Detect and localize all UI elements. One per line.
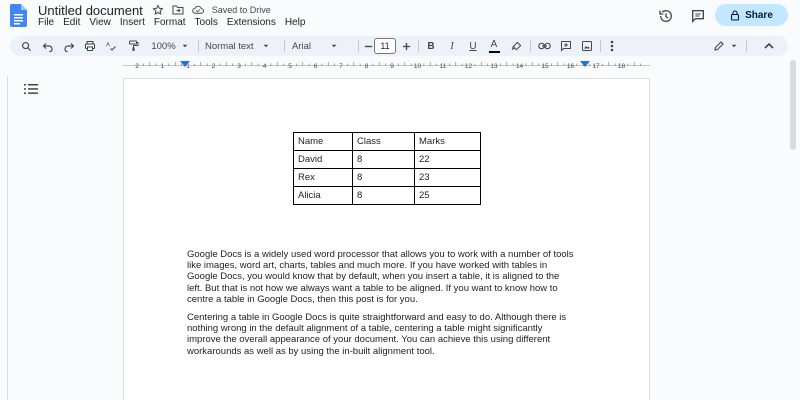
italic-icon[interactable]: I bbox=[450, 40, 454, 52]
ruler-number: 2 bbox=[135, 63, 139, 70]
insert-image-icon[interactable] bbox=[579, 38, 595, 54]
ruler-number: 4 bbox=[262, 63, 267, 70]
ruler-number: 12 bbox=[464, 63, 473, 70]
menu-insert[interactable]: Insert bbox=[119, 17, 145, 28]
zoom-value: 100% bbox=[151, 40, 176, 52]
table-cell[interactable]: 22 bbox=[415, 151, 481, 169]
table-row bbox=[294, 133, 481, 151]
ruler-number: 15 bbox=[541, 63, 549, 70]
share-button[interactable] bbox=[715, 4, 788, 26]
table-cell[interactable]: 23 bbox=[415, 169, 481, 187]
font-value: Arial bbox=[292, 40, 312, 52]
toolbar-divider bbox=[418, 40, 419, 52]
save-status: Saved to Drive bbox=[211, 5, 271, 15]
body-paragraph-1[interactable] bbox=[187, 249, 587, 305]
paint-format-icon[interactable] bbox=[125, 38, 141, 54]
ruler-number: 10 bbox=[413, 63, 422, 70]
table-cell[interactable]: 25 bbox=[415, 187, 481, 205]
ruler-number: 7 bbox=[339, 63, 343, 70]
ruler-number: 5 bbox=[288, 63, 292, 70]
title-row bbox=[38, 2, 271, 18]
text-line: improve the overall appearance of your document. You can achieve this using different bbox=[187, 334, 551, 346]
table-cell[interactable]: Rex bbox=[294, 169, 353, 187]
menu-edit[interactable]: Edit bbox=[63, 17, 81, 28]
data-table[interactable] bbox=[293, 132, 481, 205]
cloud-saved-icon[interactable] bbox=[192, 4, 204, 16]
horizontal-ruler[interactable] bbox=[123, 60, 650, 70]
toolbar bbox=[10, 36, 788, 56]
toolbar-divider bbox=[530, 40, 531, 52]
font-select[interactable] bbox=[292, 38, 354, 54]
ruler-number: 8 bbox=[364, 63, 369, 70]
text-line: Google Docs is a widely used word processor that allows you to work with a number of tools bbox=[187, 249, 574, 260]
text-line: left. But that is not how we always want a table to be aligned. If you want to know how to bbox=[187, 282, 558, 294]
table-row bbox=[294, 187, 481, 205]
comments-icon[interactable] bbox=[689, 7, 707, 25]
right-indent-marker-icon[interactable] bbox=[580, 61, 590, 69]
table-cell[interactable]: 8 bbox=[353, 169, 415, 187]
menu-extensions[interactable]: Extensions bbox=[226, 17, 276, 28]
table-cell[interactable]: 8 bbox=[353, 151, 415, 169]
document-outline-icon[interactable] bbox=[24, 83, 38, 95]
add-comment-icon[interactable] bbox=[558, 38, 574, 54]
editing-mode-select[interactable] bbox=[710, 38, 740, 54]
menu-format[interactable]: Format bbox=[153, 17, 186, 28]
text-color-icon[interactable]: A bbox=[487, 38, 501, 54]
text-line: Google Docs, you would know that by default, when you insert a table, it is aligned to the bbox=[187, 271, 560, 283]
table-row bbox=[294, 151, 481, 169]
pencil-icon bbox=[713, 40, 725, 52]
version-history-icon[interactable] bbox=[657, 7, 675, 25]
vertical-scrollbar[interactable] bbox=[790, 60, 796, 150]
underline-icon[interactable]: U bbox=[469, 40, 477, 52]
move-folder-icon[interactable] bbox=[172, 4, 184, 16]
docs-logo-icon[interactable] bbox=[10, 4, 27, 27]
table-cell[interactable]: Alicia bbox=[294, 187, 353, 205]
highlight-color-icon[interactable] bbox=[509, 38, 523, 54]
ruler-number: 14 bbox=[515, 63, 524, 70]
app-header bbox=[0, 0, 800, 34]
table-cell[interactable]: Marks bbox=[415, 133, 481, 151]
hide-menus-icon[interactable] bbox=[762, 38, 776, 54]
ruler-number: 13 bbox=[490, 63, 498, 70]
zoom-select[interactable] bbox=[148, 38, 192, 54]
table-row bbox=[294, 169, 481, 187]
undo-icon[interactable] bbox=[40, 38, 56, 54]
text-line: centre a table in Google Docs, then this post is for you. bbox=[187, 293, 418, 305]
menu-help[interactable]: Help bbox=[284, 17, 306, 28]
ruler-number: 16 bbox=[566, 63, 575, 70]
ruler-number: 18 bbox=[617, 63, 626, 70]
ruler-number: 6 bbox=[313, 63, 318, 70]
toolbar-divider bbox=[358, 40, 359, 52]
insert-link-icon[interactable] bbox=[536, 38, 552, 54]
style-value: Normal text bbox=[205, 40, 254, 52]
ruler-number: 9 bbox=[390, 63, 394, 70]
text-line: nothing wrong in the default alignment of a table, centering a table might significantly bbox=[187, 323, 543, 335]
text-line: like images, word art, charts, tables and much more. If you have worked with tables in bbox=[187, 260, 548, 272]
left-indent-marker-icon[interactable] bbox=[180, 61, 190, 69]
menu-tools[interactable]: Tools bbox=[194, 17, 218, 28]
toolbar-divider bbox=[600, 40, 601, 52]
text-line: Centering a table in Google Docs is quite straightforward and easy to do. Although there is bbox=[187, 312, 567, 323]
body-paragraph-2[interactable] bbox=[187, 312, 587, 357]
chevron-down-icon bbox=[181, 42, 189, 50]
redo-icon[interactable] bbox=[61, 38, 77, 54]
text-line: workarounds as well as by using the in-built alignment tool. bbox=[187, 345, 435, 357]
chevron-down-icon bbox=[262, 42, 270, 50]
menu-bar bbox=[38, 17, 314, 28]
ruler-scale bbox=[123, 59, 650, 71]
document-title[interactable]: Untitled document bbox=[38, 2, 143, 18]
ruler-number: 11 bbox=[439, 63, 447, 70]
table-cell[interactable]: Name bbox=[294, 133, 353, 151]
print-icon[interactable] bbox=[82, 38, 98, 54]
table-cell[interactable]: Class bbox=[353, 133, 415, 151]
menu-file[interactable]: File bbox=[38, 17, 55, 28]
table-cell[interactable]: 8 bbox=[353, 187, 415, 205]
chevron-down-icon bbox=[730, 42, 738, 50]
ruler-number: 1 bbox=[160, 63, 165, 70]
lock-icon bbox=[730, 10, 740, 21]
paragraph-style-select[interactable] bbox=[205, 38, 281, 54]
bold-icon[interactable]: B bbox=[427, 40, 435, 52]
vertical-ruler[interactable] bbox=[0, 76, 8, 400]
document-page[interactable] bbox=[123, 78, 650, 400]
increase-font-size-icon[interactable] bbox=[400, 38, 412, 54]
font-size-input[interactable]: 11 bbox=[374, 38, 396, 54]
ruler-number: 2 bbox=[211, 63, 216, 70]
ruler-number: 3 bbox=[237, 63, 241, 70]
toolbar-divider bbox=[746, 40, 747, 52]
menu-view[interactable]: View bbox=[89, 17, 111, 28]
ruler-number: 1 bbox=[186, 63, 190, 70]
ruler-number: 17 bbox=[592, 63, 600, 70]
star-icon[interactable] bbox=[152, 4, 164, 16]
decrease-font-size-icon[interactable] bbox=[362, 38, 374, 54]
search-menus-icon[interactable] bbox=[18, 38, 34, 54]
share-label: Share bbox=[745, 9, 773, 21]
table-cell[interactable]: David bbox=[294, 151, 353, 169]
toolbar-divider bbox=[284, 40, 285, 52]
toolbar-divider bbox=[198, 40, 199, 52]
spellcheck-icon[interactable] bbox=[103, 38, 119, 54]
chevron-down-icon bbox=[330, 42, 338, 50]
more-options-icon[interactable] bbox=[606, 38, 618, 54]
svg-text:A: A bbox=[106, 42, 111, 49]
